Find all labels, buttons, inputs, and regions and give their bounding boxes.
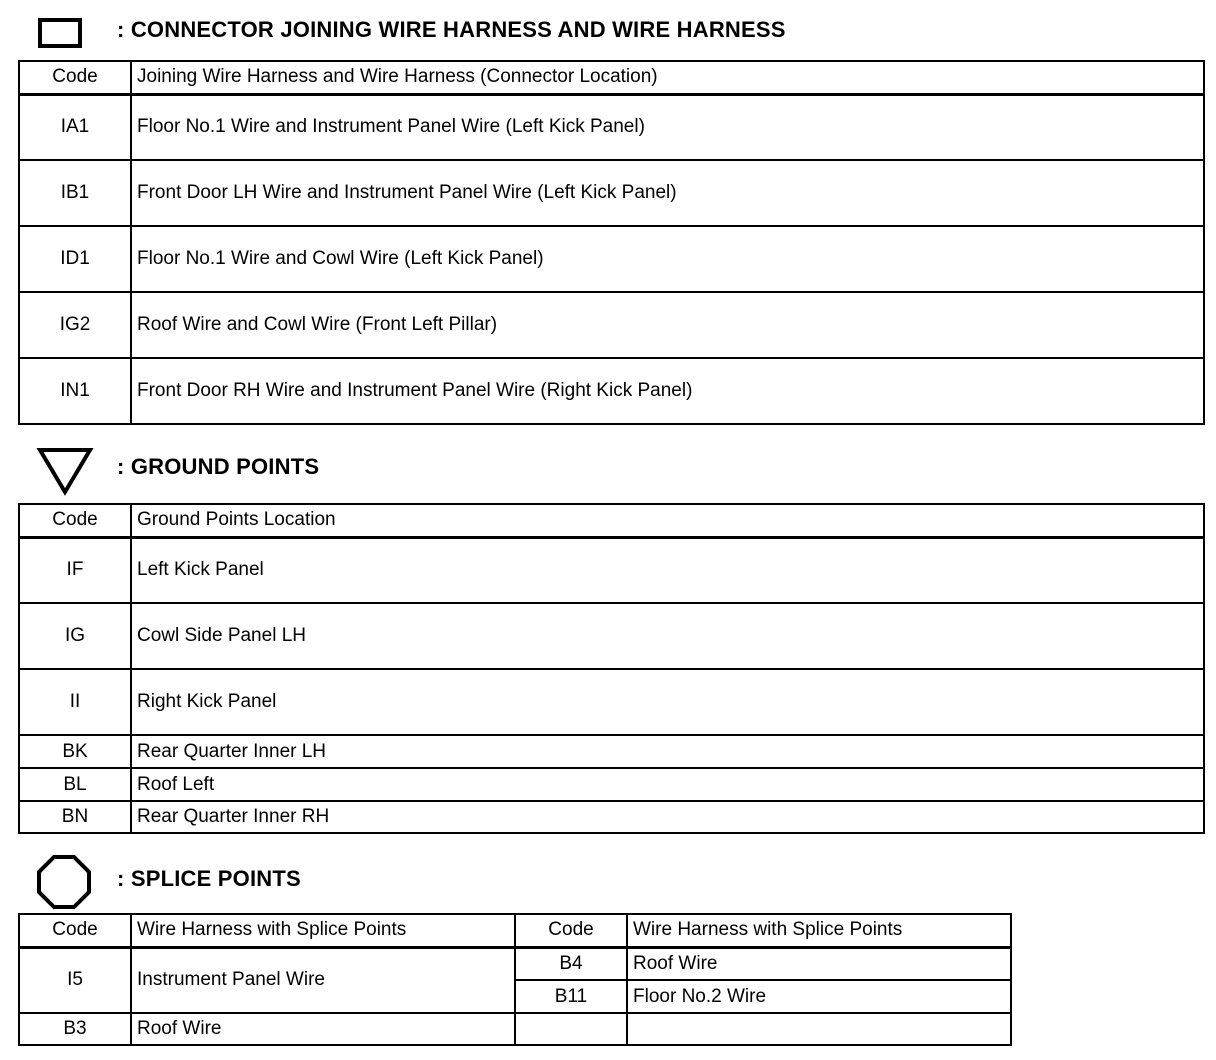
row-code: IG2: [19, 292, 131, 358]
row-code: IB1: [19, 160, 131, 226]
row-description: Roof Wire: [627, 947, 1011, 980]
row-description: Floor No.2 Wire: [627, 980, 1011, 1013]
ground-section-title: : GROUND POINTS: [117, 454, 320, 479]
ground-section-header: [0, 440, 1216, 500]
header-code: Code: [19, 504, 131, 537]
table-row: [19, 160, 1204, 226]
table-row: [19, 947, 1011, 980]
table-header-row: [19, 61, 1204, 94]
ground-table: [18, 503, 1205, 834]
row-description: [627, 1013, 1011, 1045]
header-description: Joining Wire Harness and Wire Harness (Connector Location): [131, 61, 1204, 94]
table-row: [19, 94, 1204, 160]
row-code: BL: [19, 768, 131, 801]
header-description: Ground Points Location: [131, 504, 1204, 537]
splice-section-title: : SPLICE POINTS: [117, 866, 301, 891]
row-description: Front Door LH Wire and Instrument Panel Wire (Left Kick Panel): [131, 160, 1204, 226]
octagon-icon: [36, 854, 92, 910]
row-code: B11: [515, 980, 627, 1013]
row-description: Rear Quarter Inner RH: [131, 801, 1204, 833]
table-header-row: [19, 504, 1204, 537]
inverted-triangle-icon: [36, 446, 94, 496]
splice-table: [18, 913, 1012, 1046]
row-code: II: [19, 669, 131, 735]
table-row: [19, 801, 1204, 833]
row-description: Cowl Side Panel LH: [131, 603, 1204, 669]
table-row: [19, 669, 1204, 735]
row-code: ID1: [19, 226, 131, 292]
header-code-left: Code: [19, 914, 131, 947]
table-row: [19, 292, 1204, 358]
square-icon: [38, 18, 82, 50]
connector-section-title: : CONNECTOR JOINING WIRE HARNESS AND WIRE HARNESS: [117, 17, 786, 42]
connector-section-header: [0, 0, 1216, 60]
row-code: B4: [515, 947, 627, 980]
row-description: Rear Quarter Inner LH: [131, 735, 1204, 768]
header-code-right: Code: [515, 914, 627, 947]
connector-table: [18, 60, 1205, 425]
row-code: BN: [19, 801, 131, 833]
row-description: Roof Wire and Cowl Wire (Front Left Pillar): [131, 292, 1204, 358]
header-code: Code: [19, 61, 131, 94]
table-row: [19, 735, 1204, 768]
table-row: [19, 537, 1204, 603]
row-code: IN1: [19, 358, 131, 424]
table-row: [19, 768, 1204, 801]
row-code: B3: [19, 1013, 131, 1045]
row-description: Floor No.1 Wire and Instrument Panel Wire (Left Kick Panel): [131, 94, 1204, 160]
row-code: BK: [19, 735, 131, 768]
table-row: [19, 1013, 1011, 1045]
row-code: IF: [19, 537, 131, 603]
row-code: I5: [19, 947, 131, 1013]
table-row: [19, 226, 1204, 292]
row-code: [515, 1013, 627, 1045]
splice-section-header: [0, 850, 1216, 910]
row-code: IA1: [19, 94, 131, 160]
row-description: Left Kick Panel: [131, 537, 1204, 603]
row-description: Roof Wire: [131, 1013, 515, 1045]
row-description: Front Door RH Wire and Instrument Panel Wire (Right Kick Panel): [131, 358, 1204, 424]
row-code: IG: [19, 603, 131, 669]
row-description: Instrument Panel Wire: [131, 947, 515, 1013]
row-description: Roof Left: [131, 768, 1204, 801]
table-header-row: [19, 914, 1011, 947]
row-description: Right Kick Panel: [131, 669, 1204, 735]
row-description: Floor No.1 Wire and Cowl Wire (Left Kick Panel): [131, 226, 1204, 292]
table-row: [19, 358, 1204, 424]
header-description-left: Wire Harness with Splice Points: [131, 914, 515, 947]
table-row: [19, 603, 1204, 669]
header-description-right: Wire Harness with Splice Points: [627, 914, 1011, 947]
